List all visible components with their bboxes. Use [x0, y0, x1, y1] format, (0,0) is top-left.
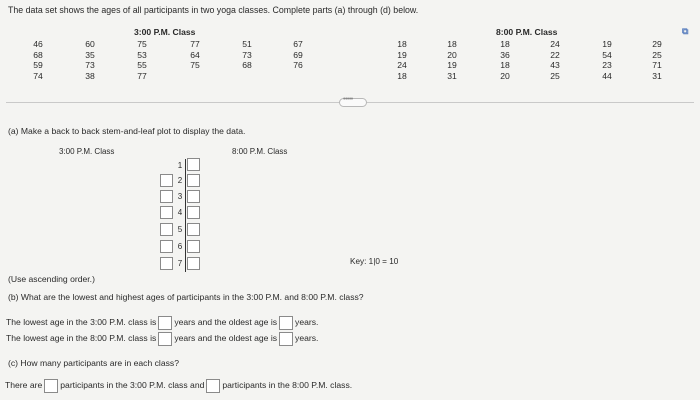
- cell: 31: [652, 70, 662, 81]
- cell: 75: [137, 39, 147, 49]
- cell: 25: [652, 49, 662, 60]
- cell: 44: [602, 70, 612, 81]
- part-b-prompt: (b) What are the lowest and highest ages of participants in the 3:00 P.M. and 8:00 P.M. class?: [8, 292, 364, 302]
- cell: 54: [602, 49, 612, 60]
- cell: 77: [137, 70, 147, 81]
- part-c-line: [5, 377, 352, 393]
- cell: 73: [242, 49, 252, 60]
- cell: 25: [550, 70, 560, 81]
- cell: 46: [33, 39, 43, 49]
- class8-col-5: [595, 39, 619, 81]
- text: The lowest age in the 8:00 P.M. class is: [6, 333, 157, 343]
- cell: 19: [447, 60, 457, 71]
- class8-col-1: [390, 39, 414, 81]
- cell: 23: [602, 60, 612, 71]
- stem-key: Key: 1|0 = 10: [350, 257, 399, 266]
- class3-col-3: [130, 39, 154, 81]
- stem-left-label: 3:00 P.M. Class: [59, 147, 115, 156]
- cell: 18: [500, 39, 510, 49]
- stem-6: 6: [177, 242, 183, 251]
- leaf-left-3[interactable]: [160, 190, 173, 203]
- cell: 22: [550, 49, 560, 60]
- cell: 38: [85, 70, 95, 81]
- cell: 67: [293, 39, 303, 49]
- cell: 51: [242, 39, 252, 49]
- cell: 77: [190, 39, 200, 49]
- cell: 71: [652, 60, 662, 71]
- cell: 68: [242, 60, 252, 71]
- cell: 31: [447, 70, 457, 81]
- cell: 29: [652, 39, 662, 49]
- text: participants in the 8:00 P.M. class.: [222, 380, 353, 390]
- expand-more-button[interactable]: [339, 98, 367, 107]
- class8-col-2: [440, 39, 464, 81]
- oldest-3pm-input[interactable]: [279, 316, 293, 330]
- class3-col-4: [183, 39, 207, 71]
- part-b-line-2: [6, 330, 318, 346]
- cell: 36: [500, 49, 510, 60]
- leaf-left-4[interactable]: [160, 206, 173, 219]
- stem-divider-line: [185, 159, 186, 272]
- cell: 53: [137, 49, 147, 60]
- leaf-left-6[interactable]: [160, 240, 173, 253]
- copy-data-icon[interactable]: ⧉: [682, 26, 689, 36]
- class3-col-6: [286, 39, 310, 71]
- leaf-right-1[interactable]: [187, 158, 200, 171]
- text: years.: [295, 317, 319, 327]
- stem-2: 2: [177, 176, 183, 185]
- stem-7: 7: [177, 259, 183, 268]
- cell: 68: [33, 49, 43, 60]
- class8-col-4: [543, 39, 567, 81]
- leaf-right-5[interactable]: [187, 223, 200, 236]
- leaf-left-7[interactable]: [160, 257, 173, 270]
- cell: 18: [397, 70, 407, 81]
- text: years and the oldest age is: [174, 333, 278, 343]
- leaf-right-2[interactable]: [187, 174, 200, 187]
- cell: 20: [500, 70, 510, 81]
- text: years.: [295, 333, 319, 343]
- class3-col-1: [26, 39, 50, 81]
- cell: 18: [397, 39, 407, 49]
- text: The lowest age in the 3:00 P.M. class is: [6, 317, 157, 327]
- cell: 59: [33, 60, 43, 71]
- leaf-right-3[interactable]: [187, 190, 200, 203]
- cell: 74: [33, 70, 43, 81]
- leaf-right-4[interactable]: [187, 206, 200, 219]
- cell: 76: [293, 60, 303, 71]
- leaf-left-2[interactable]: [160, 174, 173, 187]
- leaf-right-7[interactable]: [187, 257, 200, 270]
- stem-5: 5: [177, 225, 183, 234]
- cell: 73: [85, 60, 95, 71]
- leaf-right-6[interactable]: [187, 240, 200, 253]
- cell: 55: [137, 60, 147, 71]
- cell: 24: [550, 39, 560, 49]
- stem-3: 3: [177, 192, 183, 201]
- leaf-left-5[interactable]: [160, 223, 173, 236]
- class8-col-6: [645, 39, 669, 81]
- part-a-prompt: (a) Make a back to back stem-and-leaf plot to display the data.: [8, 126, 246, 136]
- cell: 20: [447, 49, 457, 60]
- cell: 18: [500, 60, 510, 71]
- cell: 69: [293, 49, 303, 60]
- lowest-8pm-input[interactable]: [158, 332, 172, 346]
- cell: 18: [447, 39, 457, 49]
- count-3pm-input[interactable]: [44, 379, 58, 393]
- text: There are: [5, 380, 43, 390]
- lowest-3pm-input[interactable]: [158, 316, 172, 330]
- cell: 19: [397, 49, 407, 60]
- cell: 43: [550, 60, 560, 71]
- cell: 75: [190, 60, 200, 71]
- class8-col-3: [493, 39, 517, 81]
- part-b-line-1: [6, 314, 318, 330]
- cell: 35: [85, 49, 95, 60]
- class3-col-5: [235, 39, 259, 71]
- stem-right-label: 8:00 P.M. Class: [232, 147, 288, 156]
- stem-4: 4: [177, 208, 183, 217]
- stem-1: 1: [177, 161, 183, 170]
- cell: 19: [602, 39, 612, 49]
- part-c-prompt: (c) How many participants are in each class?: [8, 358, 179, 368]
- cell: 60: [85, 39, 95, 49]
- problem-intro: The data set shows the ages of all participants in two yoga classes. Complete parts (a) through (d) below.: [8, 5, 419, 15]
- class8-title: 8:00 P.M. Class: [496, 27, 558, 37]
- cell: 64: [190, 49, 200, 60]
- class3-title: 3:00 P.M. Class: [134, 27, 196, 37]
- text: years and the oldest age is: [174, 317, 278, 327]
- count-8pm-input[interactable]: [206, 379, 220, 393]
- order-note: (Use ascending order.): [8, 274, 95, 284]
- class3-col-2: [78, 39, 102, 81]
- text: participants in the 3:00 P.M. class and: [60, 380, 205, 390]
- cell: 24: [397, 60, 407, 71]
- oldest-8pm-input[interactable]: [279, 332, 293, 346]
